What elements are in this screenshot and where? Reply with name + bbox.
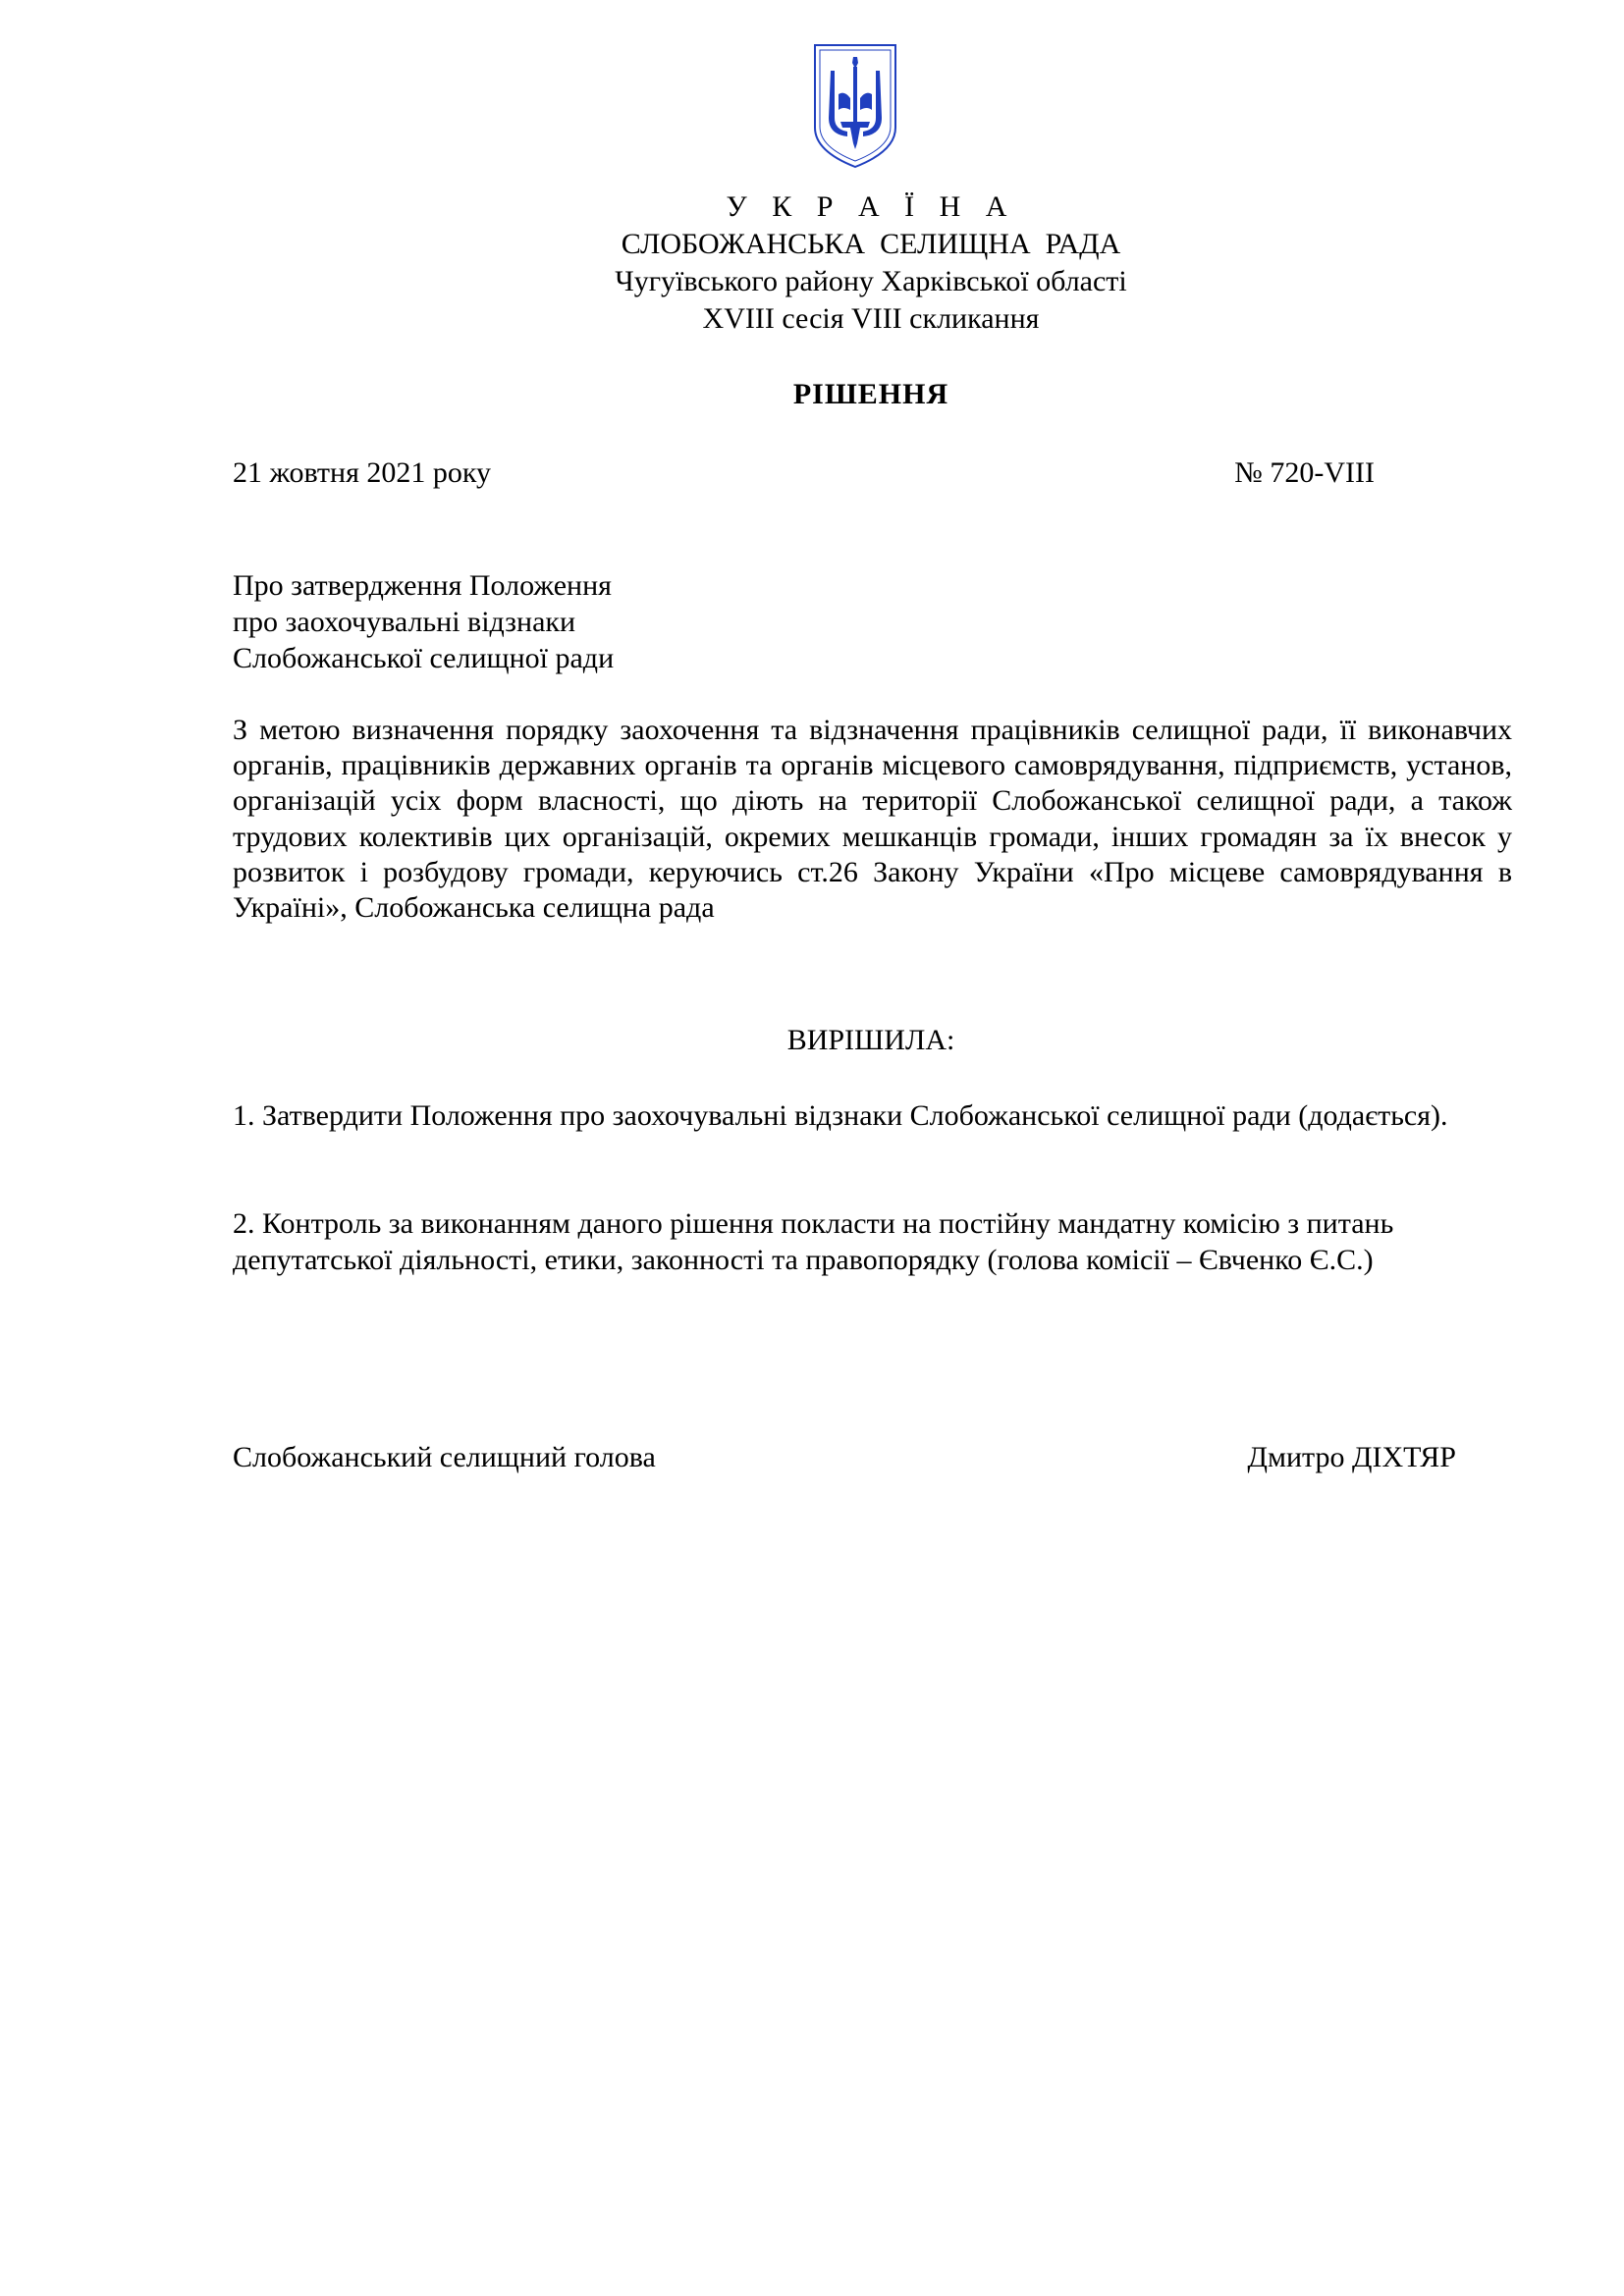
country-name: У К Р А Ї Н А xyxy=(726,190,1016,223)
decision-item: 2. Контроль за виконанням даного рішення покласти на постійну мандатну комісію з питань депутатської діяльності, етики, законності та правопорядку (голова комісії – Євченко Є.С.) xyxy=(233,1207,1394,1276)
signature-position: Слобожанський селищний голова xyxy=(233,1441,656,1473)
session-info: XVIII сесія VIII скликання xyxy=(702,302,1040,335)
decision-item: 1. Затвердити Положення про заохочувальні відзнаки Слобожанської селищної ради (додається). xyxy=(233,1099,1448,1132)
preamble-paragraph: З метою визначення порядку заохочення та відзначення працівників селищної ради, її виконавчих органів, працівників державних органів та органів місцевого самоврядування, підприємств, установ, організацій усіх форм власності, що діють на території Слобожанської селищної ради, а також трудових колективів цих організацій, окремих мешканців громади, інших громадян за їх внесок у розвиток і розбудову громади, керуючись ст.26 Закону України «Про місцеве самоврядування в Україні», Слобожанська селищна рада xyxy=(233,714,1512,925)
document-title: РІШЕННЯ xyxy=(792,378,949,410)
decided-heading: ВИРІШИЛА: xyxy=(786,1024,955,1056)
document-date: 21 жовтня 2021 року xyxy=(233,456,492,489)
document-header xyxy=(0,188,1624,338)
council-name: СЛОБОЖАНСЬКА СЕЛИЩНА РАДА xyxy=(621,228,1121,260)
signature-name: Дмитро ДІХТЯР xyxy=(1247,1441,1456,1473)
signature-block xyxy=(233,1441,1456,1474)
subject-line: про заохочувальні відзнаки xyxy=(233,606,576,638)
coat-of-arms-trident-icon xyxy=(811,41,899,171)
subject-line: Про затвердження Положення xyxy=(233,569,612,602)
document-subject xyxy=(233,567,614,676)
district-name: Чугуївського району Харківської області xyxy=(615,265,1127,297)
subject-line: Слобожанської селищної ради xyxy=(233,642,615,674)
date-number-line xyxy=(233,456,1375,490)
document-number: № 720-VIII xyxy=(1234,456,1375,489)
